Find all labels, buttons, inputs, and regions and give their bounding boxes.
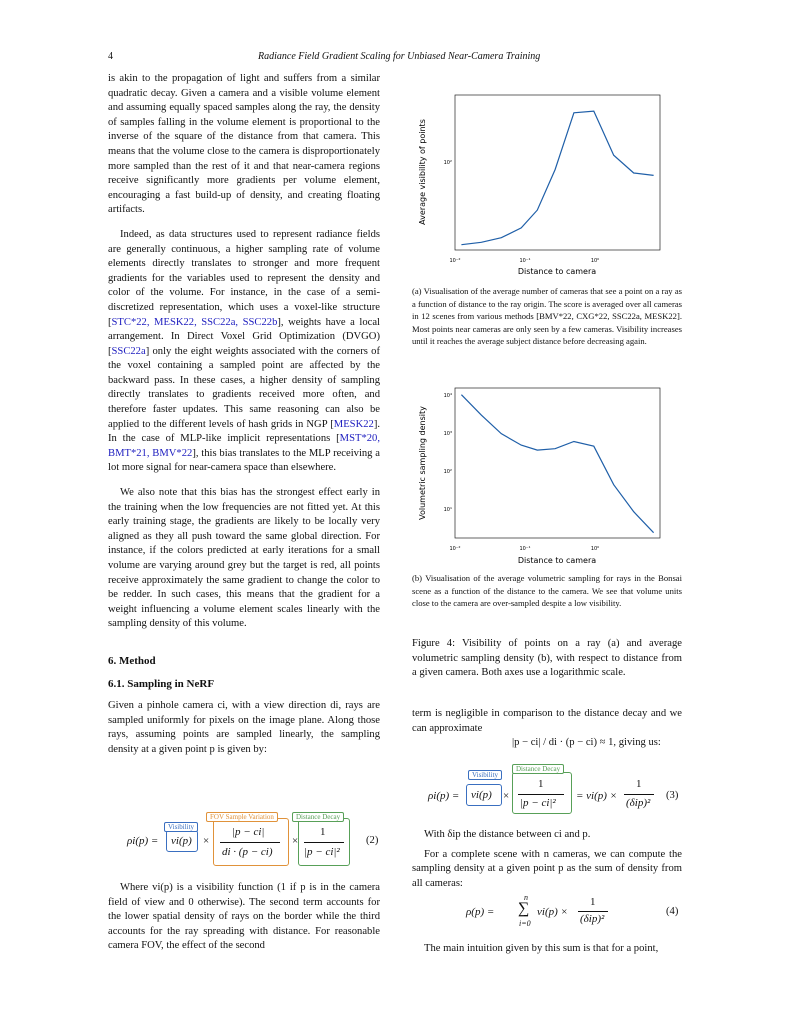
paragraph: The main intuition given by this sum is that for a point, (424, 943, 659, 954)
figure-a-chart (415, 92, 665, 280)
citation-link[interactable]: SSC22a (111, 345, 146, 357)
series-line (461, 111, 653, 245)
x-axis-label: Distance to camera (517, 556, 597, 565)
x-tick-label: 10⁻² (449, 546, 461, 552)
paragraph: We also note that this bias has the strongest effect early in the training when the low frequencies are not fitted yet. At this early training stage, the gradients are likely to be locally very aligned as they all push toward the same global direction. For instance, if the colors predicted at early iterations for a small volume are varying around grey but the target is red, all points receive approximately the same gradient to change the color to be redder. In such cases, this means that the gradient for a weight influencing a volume element scales linearly with the sampling density of this volume. (108, 487, 380, 630)
paragraph: Indeed, as data structures used to represent radiance fields are generally continuous, a higher sampling rate of volume elements directly translates to stronger and more frequent gradients for the variables used to represent the density and color of the volume. For instance, in the case of a semi-discretized representation, which uses a voxel-like structure [STC*22, MESK22, SSC22a, SSC22b], weights have a local arrangement. In Direct Voxel Grid Optimization (DVGO) [SSC22a] only the eight weights associated with the corners of the voxel containing a sampled point are affected by the backward pass. In these cases, a higher density of sampling directly translates to gradients received more often, and therefore faster updates. This same reasoning can also be applied to the different levels of hash grids in NGP [MESK22]. In the case of MLP-like implicit representations [MST*20, BMT*21, BMV*22], this bias translates to the MLP receiving a lot more signal for near-camera space than elsewhere. (108, 228, 381, 474)
x-axis-label: Distance to camera (517, 267, 597, 276)
figure-b-caption: (b) Visualisation of the average volumetric sampling for rays in the Bonsai scene as a function of the distance to the camera. We see that volume units close to the camera are over-sampled despite a low visibility. (412, 573, 682, 609)
visibility-tag: Visibility (164, 822, 198, 832)
y-tick-label: 10¹ (443, 507, 452, 513)
page-number: 4 (108, 51, 113, 62)
paragraph: is akin to the propagation of light and suffers from a similar quadratic decay. Given a camera and a visible volume element and assuming equally spaced samples along the ray, the density of samples falling in the volume element is proportional to the inverse of the square of the distance from that camera. This means that the volume close to the camera is disproportionately more sampled than the rest of it and that near-camera regions receive significantly more gradients per volume element, encouraging a fast build-up of density, and creating floating artifacts. (108, 73, 380, 216)
y-axis-label: Average visibility of points (418, 119, 427, 225)
x-tick-label: 10⁰ (590, 546, 600, 552)
y-tick-label: 10² (443, 469, 452, 475)
right-column-text (412, 828, 682, 891)
equation-number: (3) (666, 790, 679, 801)
figure-4-caption: Figure 4: Visibility of points on a ray (a) and average volumetric sampling density (b), with respect to distance from a given camera. Both axes use a logarithmic scale. (412, 638, 682, 679)
distance-tag: Distance Decay (292, 812, 344, 822)
series-line (461, 395, 653, 533)
x-tick-label: 10⁻² (449, 258, 461, 264)
paragraph: With δip the distance between ci and p. (424, 829, 591, 840)
paragraph: term is negligible in comparison to the distance decay and we can approximate (412, 708, 682, 734)
paragraph: Given a pinhole camera ci, with a view direction di, rays are sampled uniformly for pixels on the image plane. Along those rays, assuming points are sampled linearly, the sampling density at a given point p is given by: (108, 700, 380, 755)
right-column-text (412, 942, 682, 957)
paragraph: Where vi(p) is a visibility function (1 if p is in the camera field of view and 0 otherwise). The second term accounts for the lower spatial density of rays on the border while the third accounts for the ray spreading with distance. For reasonable camera FOV, the effect of the second (108, 882, 380, 952)
x-tick-label: 10⁰ (590, 258, 600, 264)
equation-number: (4) (666, 906, 679, 917)
eq-lhs: ρi(p) = (127, 835, 159, 847)
figure-b-chart (415, 385, 665, 568)
citation-link[interactable]: MESK22 (333, 418, 374, 430)
plot-frame (455, 388, 660, 538)
section-heading: 6. Method (108, 654, 156, 667)
fov-tag: FOV Sample Variation (206, 812, 278, 822)
paragraph: For a complete scene with n cameras, we can compute the sampling density at a given point p as the sum of density from all cameras: (412, 848, 682, 889)
y-tick-label: 10² (443, 160, 452, 166)
equation-number: (2) (366, 835, 379, 846)
y-tick-label: 10³ (443, 431, 452, 437)
page-header (0, 51, 791, 65)
vis-term: vi(p) (171, 835, 192, 847)
y-tick-label: 10⁴ (443, 393, 452, 399)
y-axis-label: Volumetric sampling density (418, 406, 427, 520)
figure-a-caption: (a) Visualisation of the average number of cameras that see a point on a ray as a function of distance to the ray origin. The score is averaged over all cameras in 12 scenes from various methods [BMV*22, CXG*22, SSC22a, MESK22]. Most points near cameras are only seen by a few cameras. Visibility increases until it reaches the average subject distance before decreasing again. (412, 286, 682, 347)
citation-link[interactable]: STC*22, MESK22, SSC22a, SSC22b (111, 316, 278, 328)
x-tick-label: 10⁻¹ (519, 258, 531, 264)
approximation: |p − ci| / di · (p − ci) ≈ 1, giving us: (512, 737, 661, 749)
distance-tag: Distance Decay (512, 764, 564, 774)
visibility-tag: Visibility (468, 770, 502, 780)
subsection-heading: 6.1. Sampling in NeRF (108, 677, 215, 690)
left-column-bottom (108, 881, 380, 954)
right-column-text (412, 707, 682, 751)
running-title: Radiance Field Gradient Scaling for Unbiased Near-Camera Training (258, 51, 541, 62)
plot-frame (455, 95, 660, 250)
x-tick-label: 10⁻¹ (519, 546, 531, 552)
citation-link[interactable]: MST*20, BMT*21, BMV*22 (108, 433, 380, 459)
left-column (108, 72, 380, 758)
